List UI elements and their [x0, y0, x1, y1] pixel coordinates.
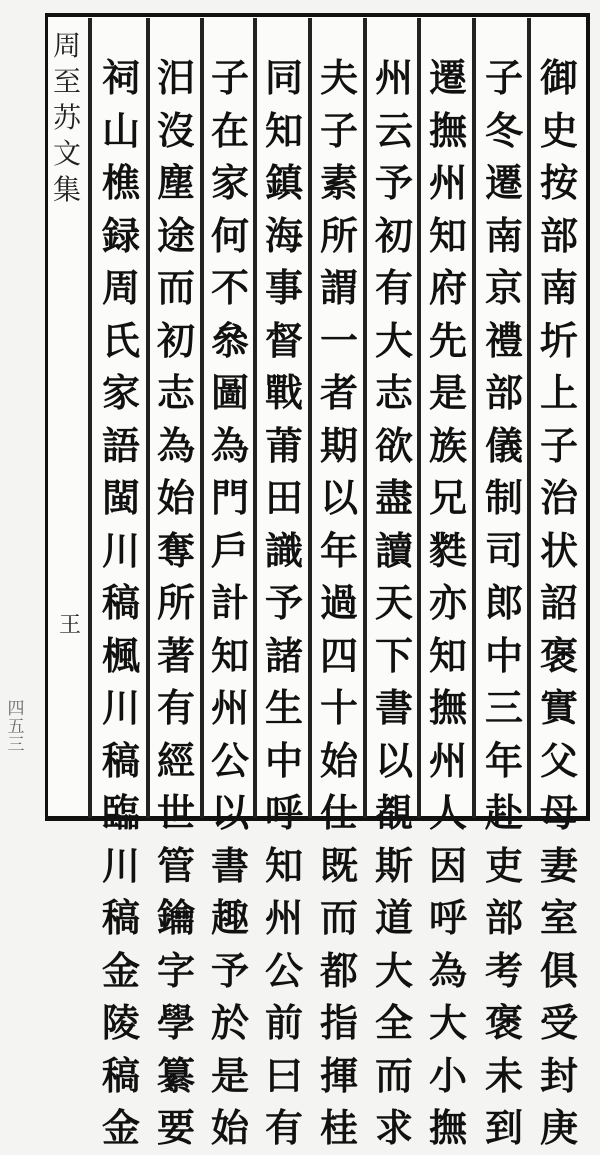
- character: 田: [264, 475, 303, 520]
- character: 考: [484, 947, 523, 993]
- character: 予: [210, 947, 249, 993]
- character: 以: [319, 475, 358, 520]
- character: 川: [101, 842, 140, 888]
- character: 未: [484, 1052, 523, 1098]
- character: 呼: [428, 895, 467, 940]
- character: 天: [374, 580, 413, 625]
- character: 州: [210, 685, 249, 730]
- character: 纂: [156, 1052, 195, 1098]
- character: 撫: [428, 1105, 467, 1150]
- character: 知: [264, 107, 303, 153]
- character: 亦: [428, 580, 467, 625]
- character: 年: [319, 527, 358, 573]
- character: 計: [210, 580, 249, 625]
- character: 赴: [484, 790, 523, 835]
- character: 遷: [484, 160, 523, 205]
- character: 族: [428, 422, 467, 468]
- character: 四: [319, 632, 358, 678]
- character: 㽔: [428, 527, 467, 573]
- character: 先: [428, 317, 467, 363]
- character: 著: [156, 632, 195, 678]
- character: 俱: [539, 947, 578, 993]
- character: 全: [374, 1000, 413, 1045]
- character: 吏: [484, 842, 523, 888]
- character: 揮: [319, 1052, 358, 1098]
- character: 始: [156, 475, 195, 520]
- character: 語: [101, 422, 140, 468]
- character: 門: [210, 475, 249, 520]
- character: 稿: [101, 580, 140, 625]
- text-column-2: [478, 52, 530, 1150]
- character: 道: [374, 895, 413, 940]
- character: 州: [428, 160, 467, 205]
- character: 實: [539, 685, 578, 730]
- frame-top-border: [45, 13, 590, 17]
- character: 按: [539, 160, 578, 205]
- character: 稿: [101, 1052, 140, 1098]
- character: 謂: [319, 265, 358, 310]
- character: 沒: [156, 107, 195, 153]
- character: 生: [264, 685, 303, 730]
- character: 知: [428, 212, 467, 258]
- margin-title-character: 周: [52, 29, 81, 62]
- column-rule: [88, 18, 92, 818]
- text-column-3: [422, 52, 474, 1150]
- character: 稿: [101, 737, 140, 783]
- text-column-6: [258, 52, 310, 1150]
- character: 初: [374, 212, 413, 258]
- character: 所: [319, 212, 358, 258]
- character: 遷: [428, 55, 467, 100]
- character: 子: [539, 422, 578, 468]
- character: 大: [374, 947, 413, 993]
- character: 有: [374, 265, 413, 310]
- frame-left-border: [45, 13, 48, 821]
- character: 閩: [101, 475, 140, 520]
- character: 所: [156, 580, 195, 625]
- folio-character: 三: [7, 735, 25, 755]
- margin-title-character: 集: [52, 173, 81, 206]
- character: 大: [374, 317, 413, 363]
- character: 庚: [539, 1105, 578, 1150]
- character: 期: [319, 422, 358, 468]
- character: 同: [264, 55, 303, 100]
- character: 受: [539, 1000, 578, 1045]
- folio-character: 四: [7, 699, 25, 719]
- character: 小: [428, 1052, 467, 1098]
- character: 樵: [101, 160, 140, 205]
- character: 室: [539, 895, 578, 940]
- margin-book-title: [52, 28, 82, 208]
- character: 途: [156, 212, 195, 258]
- character: 不: [210, 265, 249, 310]
- folio-character: 五: [7, 717, 25, 737]
- character: 志: [156, 370, 195, 415]
- character: 家: [210, 160, 249, 205]
- character: 始: [210, 1105, 249, 1150]
- character: 子: [319, 107, 358, 153]
- character: 府: [428, 265, 467, 310]
- character: 塵: [156, 160, 195, 205]
- margin-title-character: 苏: [52, 101, 81, 134]
- character: 氏: [101, 317, 140, 363]
- character: 呼: [264, 790, 303, 835]
- character: 而: [319, 895, 358, 940]
- text-column-7: [204, 52, 256, 1150]
- character: 以: [210, 790, 249, 835]
- character: 於: [210, 1000, 249, 1045]
- character: 志: [374, 370, 413, 415]
- character: 川: [101, 527, 140, 573]
- character: 云: [374, 107, 413, 153]
- character: 金: [101, 947, 140, 993]
- character: 圖: [210, 370, 249, 415]
- character: 書: [210, 842, 249, 888]
- frame-right-border: [586, 13, 590, 821]
- character: 趣: [210, 895, 249, 940]
- character: 褒: [539, 632, 578, 678]
- character: 父: [539, 737, 578, 783]
- character: 為: [210, 422, 249, 468]
- character: 鑰: [156, 895, 195, 940]
- character: 金: [101, 1105, 140, 1150]
- character: 陵: [101, 1000, 140, 1045]
- character: 南: [539, 265, 578, 310]
- folio-number: [6, 700, 26, 754]
- character: 家: [101, 370, 140, 415]
- character: 部: [539, 212, 578, 258]
- character: 到: [484, 1105, 523, 1150]
- character: 南: [484, 212, 523, 258]
- text-column-9: [95, 52, 147, 1150]
- margin-mark: 王: [59, 613, 82, 638]
- character: 史: [539, 107, 578, 153]
- character: 夫: [319, 55, 358, 100]
- text-column-4: [368, 52, 420, 1150]
- text-column-8: [150, 52, 202, 1150]
- character: 因: [428, 842, 467, 888]
- character: 予: [374, 160, 413, 205]
- character: 莆: [264, 422, 303, 468]
- character: 祠: [101, 55, 140, 100]
- character: 稿: [101, 895, 140, 940]
- character: 讀: [374, 527, 413, 573]
- character: 字: [156, 947, 195, 993]
- character: 制: [484, 475, 523, 520]
- character: 指: [319, 1000, 358, 1045]
- character: 鎮: [264, 160, 303, 205]
- character: 曰: [264, 1052, 303, 1098]
- text-column-1: [533, 52, 585, 1150]
- character: 圻: [539, 317, 578, 363]
- character: 妻: [539, 842, 578, 888]
- character: 為: [156, 422, 195, 468]
- margin-title-character: 文: [52, 137, 81, 170]
- character: 在: [210, 107, 249, 153]
- character: 州: [428, 737, 467, 783]
- character: 前: [264, 1000, 303, 1045]
- character: 郎: [484, 580, 523, 625]
- character: 子: [210, 55, 249, 100]
- character: 求: [374, 1105, 413, 1150]
- character: 京: [484, 265, 523, 310]
- character: 褒: [484, 1000, 523, 1045]
- character: 録: [101, 212, 140, 258]
- character: 經: [156, 737, 195, 783]
- character: 周: [101, 265, 140, 310]
- character: 詔: [539, 580, 578, 625]
- character: 學: [156, 1000, 195, 1045]
- character: 諸: [264, 632, 303, 678]
- character: 知: [428, 632, 467, 678]
- character: 是: [210, 1052, 249, 1098]
- character: 部: [484, 370, 523, 415]
- character: 子: [484, 55, 523, 100]
- character: 為: [428, 947, 467, 993]
- character: 過: [319, 580, 358, 625]
- character: 何: [210, 212, 249, 258]
- character: 御: [539, 55, 578, 100]
- character: 儀: [484, 422, 523, 468]
- character: 公: [210, 737, 249, 783]
- character: 中: [264, 737, 303, 783]
- character: 川: [101, 685, 140, 730]
- character: 管: [156, 842, 195, 888]
- character: 知: [264, 842, 303, 888]
- character: 部: [484, 895, 523, 940]
- character: 桂: [319, 1105, 358, 1150]
- character: 汨: [156, 55, 195, 100]
- character: 司: [484, 527, 523, 573]
- character: 母: [539, 790, 578, 835]
- character: 人: [428, 790, 467, 835]
- character: 状: [539, 527, 578, 573]
- character: 年: [484, 737, 523, 783]
- text-column-5: [313, 52, 365, 1150]
- character: 有: [156, 685, 195, 730]
- character: 督: [264, 317, 303, 363]
- character: 欲: [374, 422, 413, 468]
- character: 十: [319, 685, 358, 730]
- character: 識: [264, 527, 303, 573]
- character: 要: [156, 1105, 195, 1150]
- character: 仕: [319, 790, 358, 835]
- character: 初: [156, 317, 195, 363]
- character: 海: [264, 212, 303, 258]
- character: 覩: [374, 790, 413, 835]
- character: 斯: [374, 842, 413, 888]
- character: 始: [319, 737, 358, 783]
- character: 三: [484, 685, 523, 730]
- character: 都: [319, 947, 358, 993]
- character: 公: [264, 947, 303, 993]
- character: 是: [428, 370, 467, 415]
- character: 者: [319, 370, 358, 415]
- character: 州: [374, 55, 413, 100]
- character: 一: [319, 317, 358, 363]
- character: 而: [374, 1052, 413, 1098]
- character: 楓: [101, 632, 140, 678]
- character: 大: [428, 1000, 467, 1045]
- character: 封: [539, 1052, 578, 1098]
- character: 書: [374, 685, 413, 730]
- character: 戶: [210, 527, 249, 573]
- character: 臨: [101, 790, 140, 835]
- character: 下: [374, 632, 413, 678]
- character: 兄: [428, 475, 467, 520]
- character: 既: [319, 842, 358, 888]
- character: 叅: [210, 317, 249, 363]
- character: 禮: [484, 317, 523, 363]
- character: 中: [484, 632, 523, 678]
- character: 撫: [428, 107, 467, 153]
- character: 治: [539, 475, 578, 520]
- character: 而: [156, 265, 195, 310]
- character: 予: [264, 580, 303, 625]
- character: 以: [374, 737, 413, 783]
- character: 事: [264, 265, 303, 310]
- character: 州: [264, 895, 303, 940]
- margin-title-character: 至: [52, 65, 81, 98]
- character: 奪: [156, 527, 195, 573]
- character: 世: [156, 790, 195, 835]
- character: 上: [539, 370, 578, 415]
- character: 山: [101, 107, 140, 153]
- character: 戰: [264, 370, 303, 415]
- character: 素: [319, 160, 358, 205]
- character: 盡: [374, 475, 413, 520]
- character: 有: [264, 1105, 303, 1150]
- character: 冬: [484, 107, 523, 153]
- character: 知: [210, 632, 249, 678]
- character: 撫: [428, 685, 467, 730]
